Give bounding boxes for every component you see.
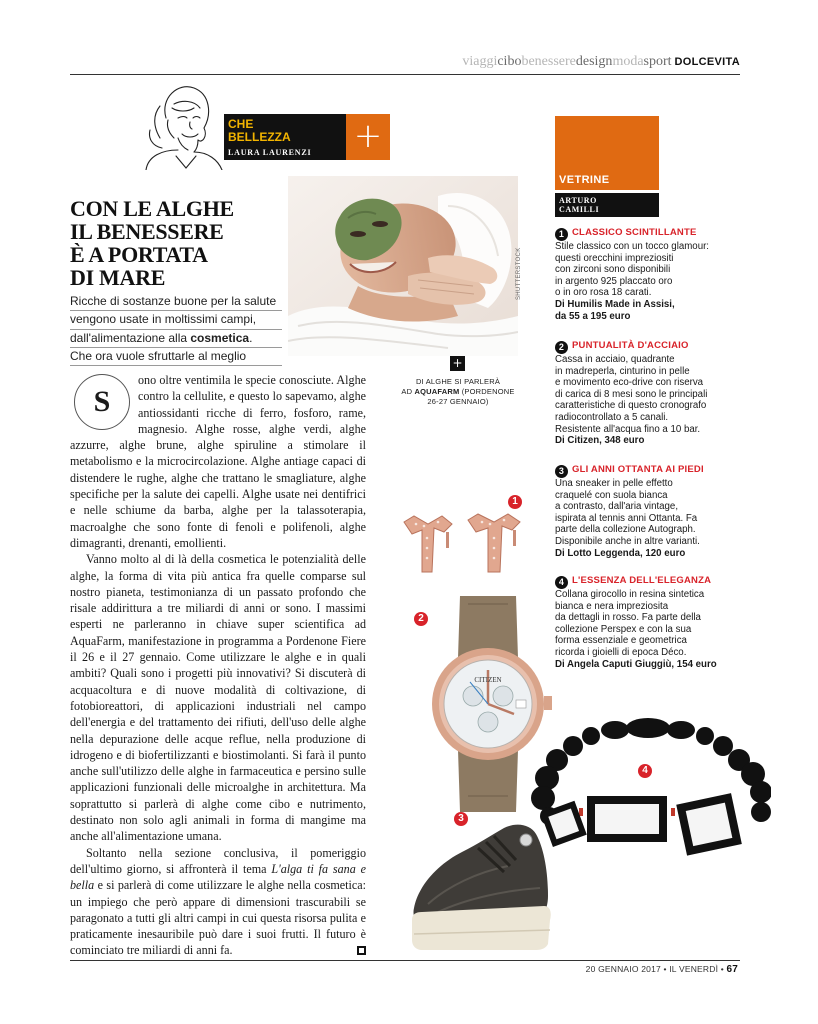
paragraph-italic: L'alga ti fa sana e bella xyxy=(70,861,367,893)
page-footer xyxy=(586,964,738,975)
subtitle-line: vengono usate in moltissimi campi, xyxy=(70,311,282,329)
product-item-earrings xyxy=(555,227,755,322)
nav-item-viaggi[interactable]: viaggi xyxy=(462,54,498,69)
dropcap: S xyxy=(74,374,130,430)
footer-text: 20 GENNAIO 2017 • IL VENERDÌ • xyxy=(585,964,727,974)
column-kicker-line1: CHE xyxy=(228,117,254,131)
caption-text: (PORDENONE xyxy=(459,387,515,396)
paragraph-text: Soltanto nella sezione conclusiva, il pomeriggio dell'ultimo giorno, si affronterà il tema xyxy=(70,845,366,876)
subtitle-line: Ricche di sostanze buone per la salute xyxy=(70,293,282,311)
item-price: da 55 a 195 euro xyxy=(555,310,631,322)
title-line: IL BENESSERE xyxy=(70,219,224,244)
vetrine-author-line: CAMILLI xyxy=(559,205,600,214)
item-number: 4 xyxy=(555,576,568,589)
hero-photo xyxy=(288,176,518,356)
caption-text: AD xyxy=(401,387,415,396)
item-line: da dettagli in rosso. Fa parte della xyxy=(555,612,701,624)
sneaker-image xyxy=(408,816,554,952)
item-number: 3 xyxy=(555,465,568,478)
end-mark-icon xyxy=(357,946,366,955)
item-line: ispirata al tennis anni Ottanta. Fa xyxy=(555,512,698,524)
nav-item-design[interactable]: design xyxy=(575,54,613,69)
item-line: collezione Perspex e con la sua xyxy=(555,623,692,635)
item-line: radiocontrollato a 5 canali. xyxy=(555,411,669,423)
section-nav xyxy=(70,52,740,72)
column-label xyxy=(224,114,346,160)
item-line: a contrasto, dall'aria vintage, xyxy=(555,501,679,513)
item-line: con zirconi sono disponibili xyxy=(555,264,671,276)
column-kicker xyxy=(228,118,291,144)
item-heading xyxy=(555,340,755,354)
item-heading-text: CLASSICO SCINTILLANTE xyxy=(572,227,697,238)
caption-line: 26-27 GENNAIO) xyxy=(427,397,489,406)
footer-rule xyxy=(70,960,740,961)
paragraph xyxy=(70,372,366,551)
section-brand: DOLCEVITA xyxy=(674,56,740,68)
product-item-necklace xyxy=(555,575,755,670)
item-line: parte della collezione Autograph. xyxy=(555,524,696,536)
photo-caption xyxy=(394,377,522,407)
item-line: craquelé con suola bianca xyxy=(555,489,668,501)
column-author: LAURA LAURENZI xyxy=(228,148,312,157)
product-item-watch xyxy=(555,340,755,447)
subtitle-bold: cosmetica xyxy=(190,330,250,345)
nav-item-benessere[interactable]: benessere xyxy=(521,54,576,69)
nav-item-cibo[interactable]: cibo xyxy=(497,54,522,69)
item-line: Una sneaker in pelle effetto xyxy=(555,478,673,489)
paragraph-text: e si parlerà di come utilizzare le alghe nella cosmetica: un impiego che però appare di dimensioni trascurabili se paragonato a tutti gli altri campi in cui questa risorsa pulita e praticamente inesauribile può dare i suoi frutti. Il futuro è cominciato tre miliardi di anni fa. xyxy=(70,878,366,958)
product-number-badge: 2 xyxy=(414,612,428,626)
item-line: Disponibile anche in altre varianti. xyxy=(555,535,700,547)
item-line: Resistente all'acqua fino a 10 bar. xyxy=(555,423,701,435)
product-number-badge: 3 xyxy=(454,812,468,826)
item-heading-text: L'ESSENZA DELL'ELEGANZA xyxy=(572,575,712,586)
subtitle-line: Che ora vuole sfruttarle al meglio xyxy=(70,348,282,366)
title-line: CON LE ALGHE xyxy=(70,196,234,221)
caption-line xyxy=(394,387,522,397)
item-maker: Di Citizen, 348 euro xyxy=(555,435,645,447)
subtitle-text: dall'alimentazione alla xyxy=(70,330,191,345)
author-portrait xyxy=(138,78,224,170)
product-item-sneaker xyxy=(555,464,755,559)
item-maker: Di Humilis Made in Assisi, xyxy=(555,298,675,310)
item-line: Cassa in acciaio, quadrante xyxy=(555,354,675,365)
paragraph-text: ono oltre ventimila le specie conosciute. Alghe contro la cellulite, e questo lo sapevamo, alghe antiossidanti ricche di ferro, fosforo, rame, magnesio. Alghe rosse, alghe verdi, alghe azzurre, alghe brune, alghe spiruline a stimolare il metabolismo e la microcircolazione. Alghe antiage capaci di distendere le rughe, alghe che trattano le smagliature, alghe specifiche per la salute dei capelli. Alghe usate nei dentifrici e nelle schiume da barba, alghe per la talassoterapia, macroalghe che sono fonte di fenoli e polifenoli, alghe dimagranti, drenanti, emollienti. xyxy=(70,373,366,550)
item-line: Stile classico con un tocco glamour: xyxy=(555,241,709,252)
photo-credit: SHUTTERSTOCK xyxy=(516,247,522,300)
plus-icon: + xyxy=(450,356,465,371)
product-number-badge: 1 xyxy=(508,495,522,509)
item-line: forma essenziale e geometrica xyxy=(555,635,687,647)
item-line: bianca e nera impreziosita xyxy=(555,600,669,612)
item-maker: Di Angela Caputi Giuggiù, 154 euro xyxy=(555,658,717,670)
title-line: È A PORTATA xyxy=(70,242,208,267)
caption-line: DI ALGHE SI PARLERÀ xyxy=(415,377,501,386)
item-heading xyxy=(555,227,755,241)
title-line: DI MARE xyxy=(70,265,166,290)
paragraph xyxy=(70,845,366,959)
vetrine-label: VETRINE xyxy=(559,174,610,186)
necklace-image xyxy=(525,712,771,862)
item-line: in argento 925 placcato oro xyxy=(555,275,673,287)
vetrine-author-line: ARTURO xyxy=(559,196,597,205)
item-number: 1 xyxy=(555,228,568,241)
subtitle-line xyxy=(70,330,282,348)
item-heading-text: PUNTUALITÀ D'ACCIAIO xyxy=(572,340,689,351)
item-line: in madreperla, cinturino in pelle xyxy=(555,365,690,377)
article-body xyxy=(70,372,366,959)
product-number-badge: 4 xyxy=(638,764,652,778)
item-maker: Di Lotto Leggenda, 120 euro xyxy=(555,547,686,559)
article-title xyxy=(70,197,280,289)
vetrine-label-box xyxy=(555,116,659,190)
article-subtitle xyxy=(70,293,282,366)
subtitle-period: . xyxy=(249,330,253,345)
item-heading xyxy=(555,575,755,589)
item-line: o in oro rosa 18 carati. xyxy=(555,287,652,299)
item-line: ricorda i gioielli di epoca Déco. xyxy=(555,646,687,658)
header-rule xyxy=(70,74,740,75)
item-line: caratteristiche di questo cronografo xyxy=(555,400,707,412)
item-heading xyxy=(555,464,755,478)
nav-item-moda[interactable]: moda xyxy=(612,54,644,69)
earrings-image xyxy=(398,502,530,580)
paragraph: Vanno molto al di là della cosmetica le potenzialità delle alghe, la forma di vita più antica fra quelle comparse sul nostro pianeta, testimonianza di un passato profondo che risale addirittura a tre miliardi di anni or sono. I massimi esperti ne parleranno in chiave super scientifica ad AquaFarm, manifestazione in programma a Pordenone Fiere il 26 e il 27 gennaio. Come utilizzare le alghe e in quali ambiti? Quali sono i progetti più innovativi? Si discuterà di acquacoltura e di nuove modalità di coltivazione, di fotobioreattori, di applicazioni industriali nel campo dell'energia e del trattamento dei rifiuti, dell'uso delle alghe nella depurazione delle acque reflue, nella produzione di idrogeno e di biofertilizzanti e biostimolanti. Si farà il punto anche sull'utilizzo delle alghe in farmaceutica e persino sulle applicazioni funzionali delle microalghe in architettura. Ma soprattutto si parlerà di alghe come cibo e nutrimento, destinato non solo agli animali in forma di mangime ma anche all'alimentazione umana. xyxy=(70,552,366,844)
item-line: e movimento eco-drive con riserva xyxy=(555,377,704,389)
plus-icon: + xyxy=(346,114,390,160)
vetrine-author xyxy=(555,193,659,217)
page-number: 67 xyxy=(726,964,738,975)
caption-bold: AQUAFARM xyxy=(414,387,460,396)
item-heading-text: GLI ANNI OTTANTA AI PIEDI xyxy=(572,464,704,475)
item-line: Collana girocollo in resina sintetica xyxy=(555,589,705,600)
watch-brand-text: CITIZEN xyxy=(474,676,502,684)
item-line: questi orecchini impreziositi xyxy=(555,252,674,264)
nav-item-sport[interactable]: sport xyxy=(643,54,672,69)
item-number: 2 xyxy=(555,341,568,354)
column-kicker-line2: BELLEZZA xyxy=(228,130,291,144)
item-line: di carica di 8 mesi sono le principali xyxy=(555,388,708,400)
